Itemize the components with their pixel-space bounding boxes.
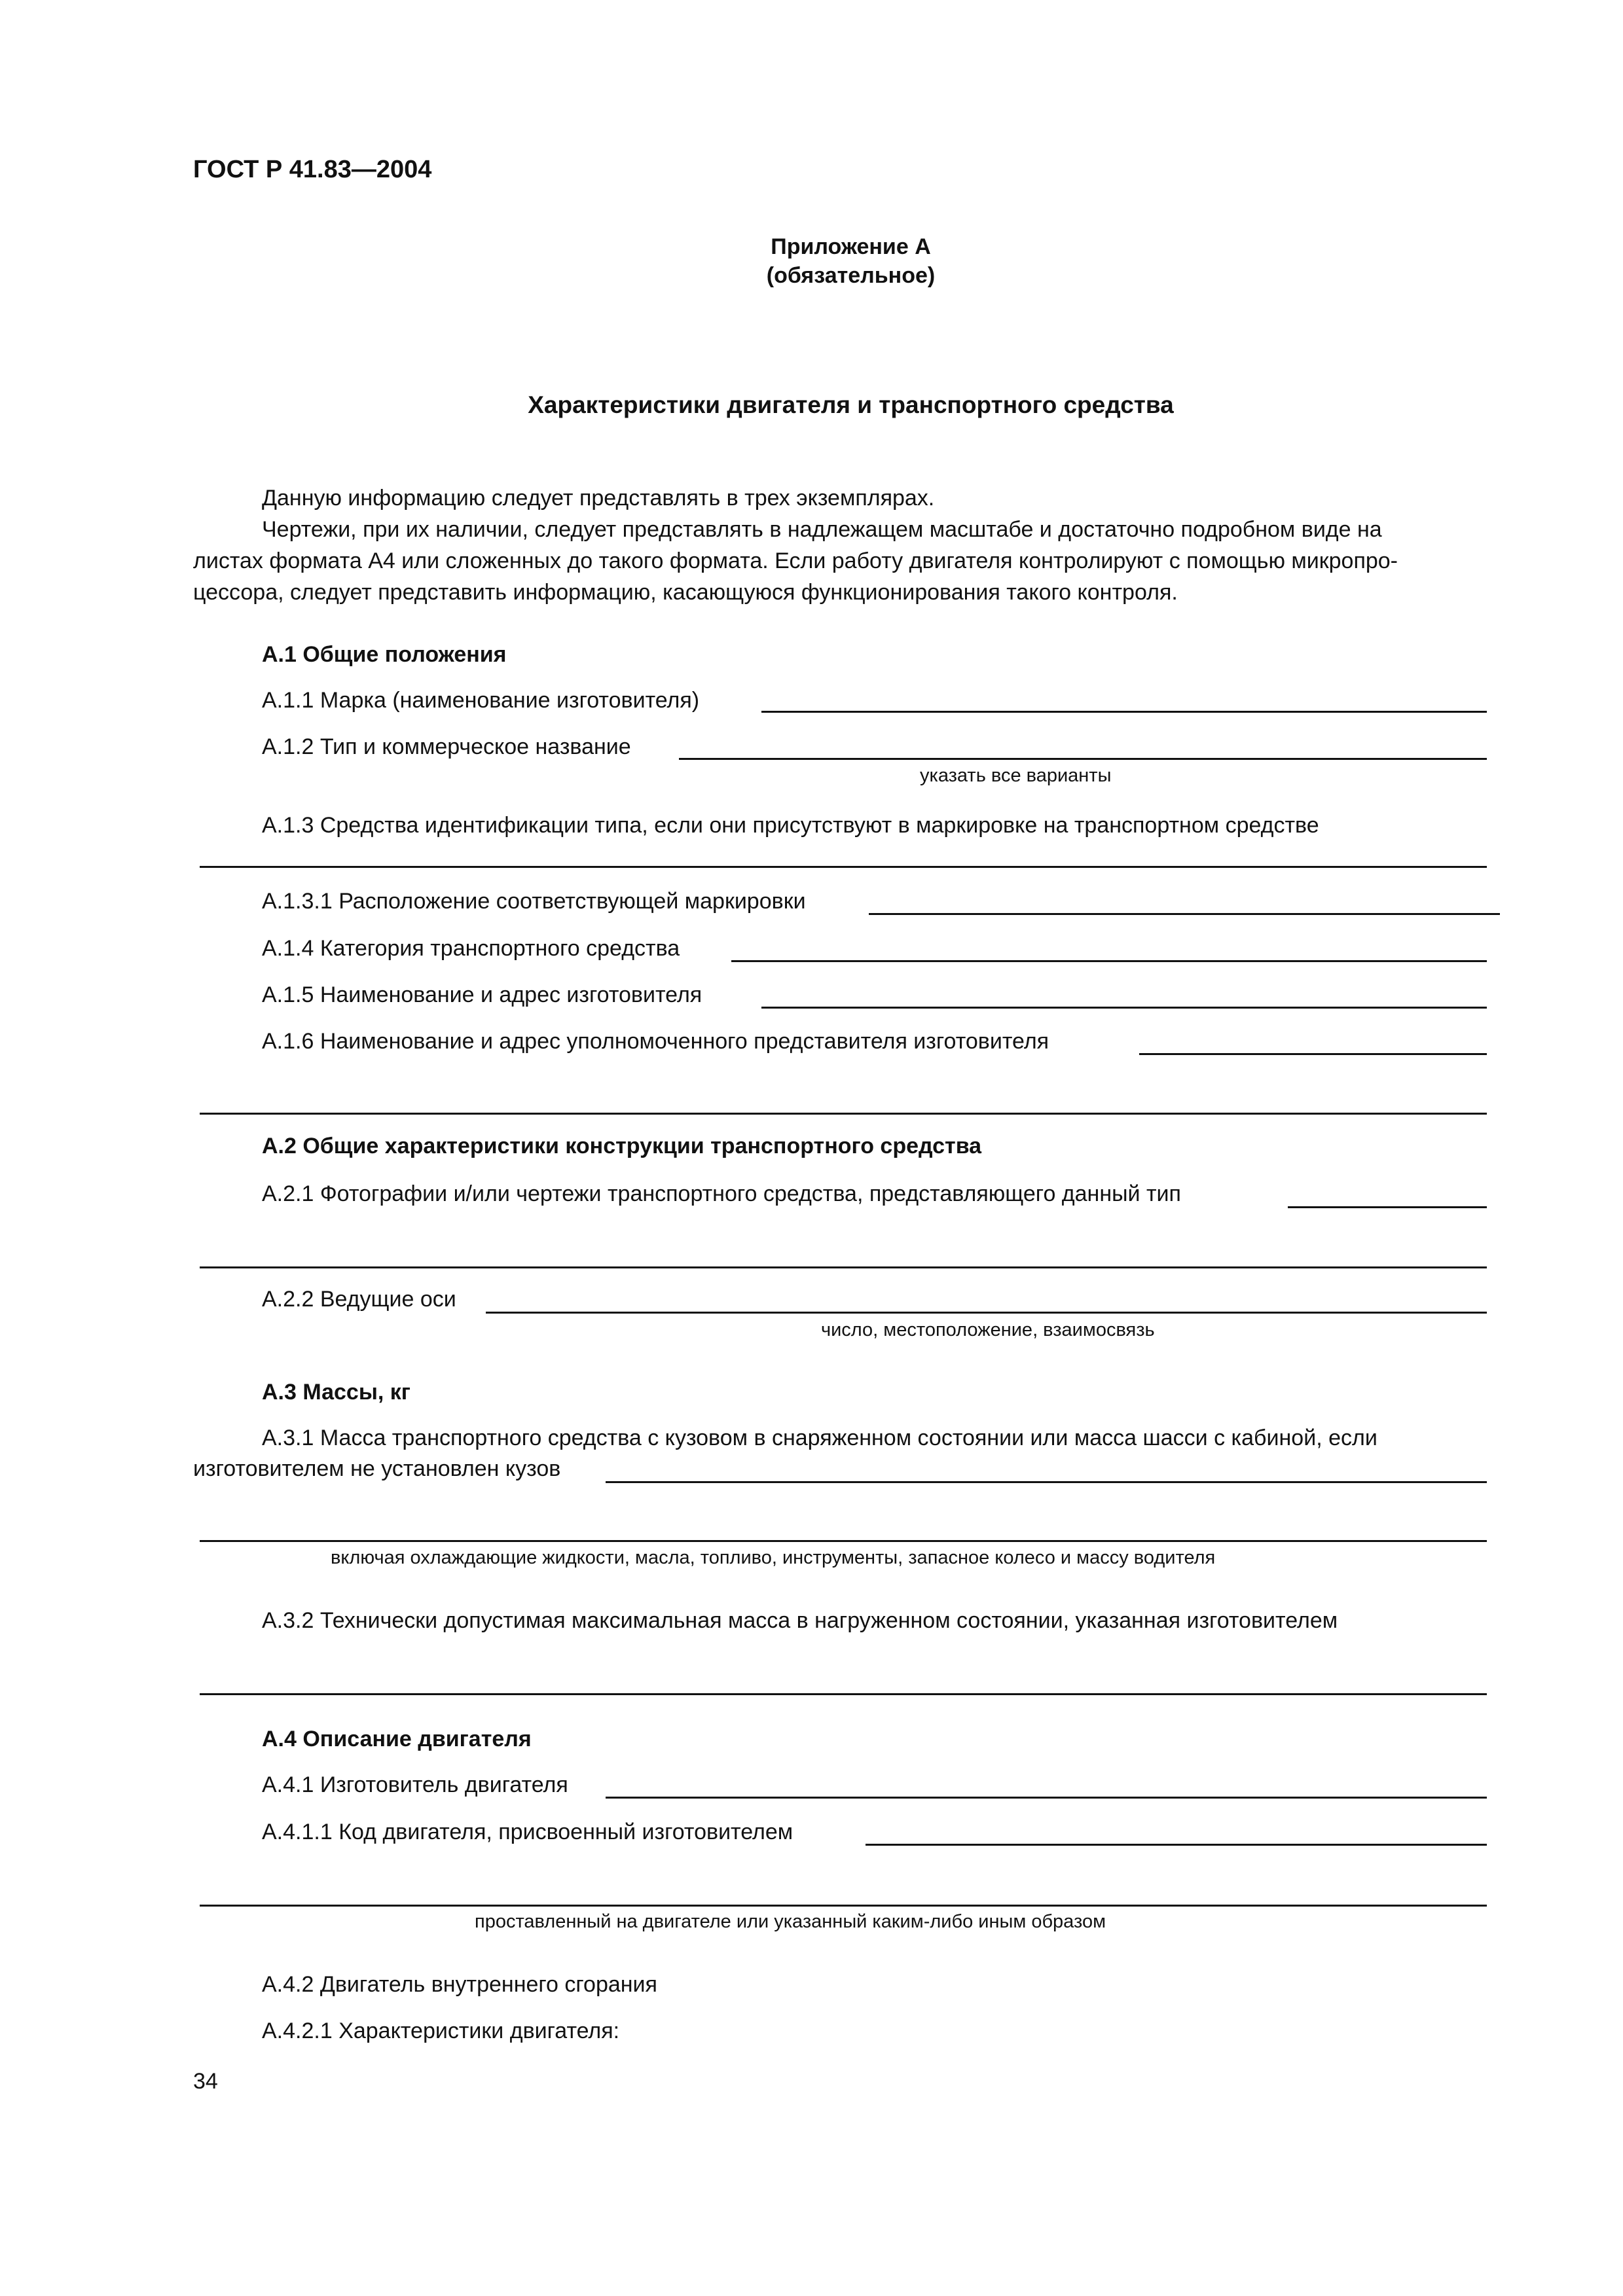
field-a3-1[interactable]: [606, 1481, 1487, 1483]
hint-a2-2: число, местоположение, взаимосвязь: [821, 1319, 1155, 1340]
intro-line-3: листах формата А4 или сложенных до такого формата. Если работу двигателя контролируют с помощью микропро-: [193, 548, 1398, 573]
section-a1-title: А.1 Общие положения: [262, 642, 507, 667]
field-label-a1-5: А.1.5 Наименование и адрес изготовителя: [262, 982, 702, 1007]
field-a1-5[interactable]: [761, 1007, 1487, 1009]
hint-a3-1: включая охлаждающие жидкости, масла, топливо, инструменты, запасное колесо и массу водителя: [331, 1547, 1216, 1568]
hint-a4-1-1: проставленный на двигателе или указанный каким-либо иным образом: [475, 1911, 1106, 1932]
field-label-a4-2: А.4.2 Двигатель внутреннего сгорания: [262, 1972, 657, 1997]
field-a4-1-1[interactable]: [866, 1844, 1487, 1846]
page-heading: Характеристики двигателя и транспортного средства: [528, 391, 1174, 418]
field-a1-3[interactable]: [200, 866, 1487, 868]
field-a4-1[interactable]: [606, 1797, 1487, 1799]
field-a3-1-continued[interactable]: [200, 1540, 1487, 1542]
field-label-a3-2: А.3.2 Технически допустимая максимальная масса в нагруженном состоянии, указанная изготовителем: [262, 1608, 1338, 1633]
field-label-a2-2: А.2.2 Ведущие оси: [262, 1287, 456, 1312]
intro-line-4: цессора, следует представить информацию, касающуюся функционирования такого контроля.: [193, 580, 1178, 605]
field-label-a4-2-1: А.4.2.1 Характеристики двигателя:: [262, 2018, 620, 2043]
field-a1-6[interactable]: [1139, 1053, 1487, 1055]
appendix-title: Приложение А: [771, 234, 931, 259]
section-a2-title: А.2 Общие характеристики конструкции транспортного средства: [262, 1134, 982, 1158]
field-a2-1[interactable]: [1288, 1206, 1487, 1208]
section-a3-title: А.3 Массы, кг: [262, 1380, 410, 1405]
field-label-a3-1-line-1: А.3.1 Масса транспортного средства с кузовом в снаряженном состоянии или масса шасси с кабиной, если: [262, 1426, 1377, 1450]
field-label-a1-6: А.1.6 Наименование и адрес уполномоченного представителя изготовителя: [262, 1029, 1049, 1054]
field-a1-2[interactable]: [679, 758, 1487, 760]
field-label-a4-1: А.4.1 Изготовитель двигателя: [262, 1772, 568, 1797]
page-number: 34: [193, 2069, 218, 2094]
field-a2-2[interactable]: [486, 1312, 1487, 1314]
field-a2-1-continued[interactable]: [200, 1266, 1487, 1268]
field-label-a1-1: А.1.1 Марка (наименование изготовителя): [262, 688, 700, 713]
field-a1-4[interactable]: [731, 960, 1487, 962]
field-label-a1-2: А.1.2 Тип и коммерческое название: [262, 734, 631, 759]
field-a3-2[interactable]: [200, 1693, 1487, 1695]
field-a4-1-1-continued[interactable]: [200, 1905, 1487, 1907]
document-designation: ГОСТ Р 41.83—2004: [193, 156, 432, 183]
section-a4-title: А.4 Описание двигателя: [262, 1727, 532, 1751]
field-label-a2-1: А.2.1 Фотографии и/или чертежи транспортного средства, представляющего данный тип: [262, 1181, 1181, 1206]
field-label-a1-3-1: А.1.3.1 Расположение соответствующей маркировки: [262, 889, 806, 914]
field-label-a3-1-line-2: изготовителем не установлен кузов: [193, 1456, 561, 1481]
hint-a1-2: указать все варианты: [920, 765, 1112, 786]
field-a1-6-continued[interactable]: [200, 1113, 1487, 1115]
field-a1-1[interactable]: [761, 711, 1487, 713]
field-a1-3-1[interactable]: [869, 913, 1500, 915]
field-label-a1-3: А.1.3 Средства идентификации типа, если они присутствуют в маркировке на транспортном средстве: [262, 813, 1319, 838]
appendix-status: (обязательное): [766, 263, 936, 288]
intro-line-1: Данную информацию следует представлять в трех экземплярах.: [262, 486, 935, 511]
field-label-a1-4: А.1.4 Категория транспортного средства: [262, 936, 680, 961]
intro-line-2: Чертежи, при их наличии, следует представлять в надлежащем масштабе и достаточно подробном виде на: [262, 517, 1382, 542]
field-label-a4-1-1: А.4.1.1 Код двигателя, присвоенный изготовителем: [262, 1820, 793, 1844]
